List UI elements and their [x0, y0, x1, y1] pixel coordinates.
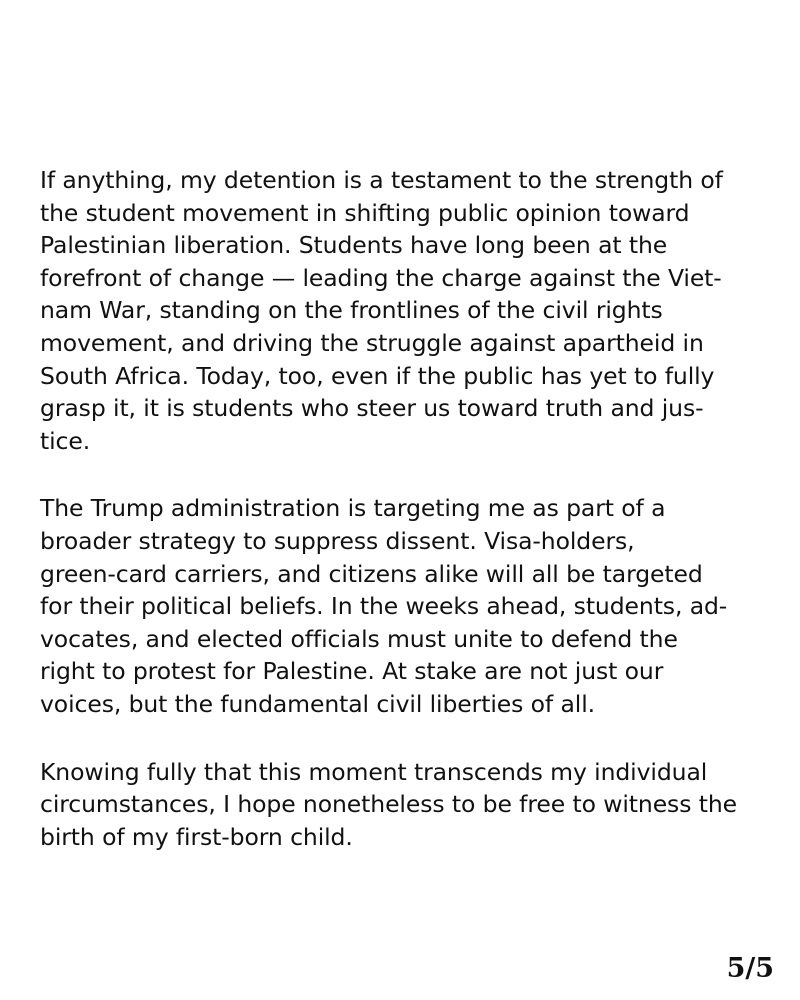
- page-number: 5/5: [726, 953, 774, 984]
- text-line: voices, but the fundamental civil liberties of all.: [40, 689, 595, 718]
- text-line: Knowing fully that this moment transcends my individual: [40, 757, 708, 786]
- text-line: broader strategy to suppress dissent. Visa-holders,: [40, 526, 635, 555]
- letter-body: [40, 164, 770, 888]
- text-line: the student movement in shifting public opinion toward: [40, 198, 690, 227]
- text-line: South Africa. Today, too, even if the public has yet to fully: [40, 361, 715, 390]
- text-line: green-card carriers, and citizens alike will all be targeted: [40, 559, 703, 588]
- text-line: If anything, my detention is a testament to the strength of: [40, 166, 723, 194]
- text-line: The Trump administration is targeting me as part of a: [40, 494, 666, 523]
- text-line: for their political beliefs. In the weeks ahead, students, ad-: [40, 592, 728, 621]
- paragraph-suppress-dissent: [40, 492, 770, 720]
- paragraph-student-movement: [40, 164, 770, 457]
- text-line: right to protest for Palestine. At stake are not just our: [40, 657, 664, 686]
- text-line: birth of my first-born child.: [40, 822, 353, 851]
- text-line: grasp it, it is students who steer us toward truth and jus-: [40, 394, 704, 423]
- text-line: movement, and driving the struggle against apartheid in: [40, 328, 704, 357]
- text-line: vocates, and elected officials must unite to defend the: [40, 624, 678, 653]
- text-line: nam War, standing on the frontlines of the civil rights: [40, 296, 663, 325]
- text-line: tice.: [40, 426, 91, 455]
- text-line: Palestinian liberation. Students have long been at the: [40, 231, 668, 260]
- text-line: forefront of change — leading the charge against the Viet-: [40, 263, 722, 292]
- text-line: circumstances, I hope nonetheless to be free to witness the: [40, 790, 737, 819]
- paragraph-first-born-child: [40, 756, 770, 854]
